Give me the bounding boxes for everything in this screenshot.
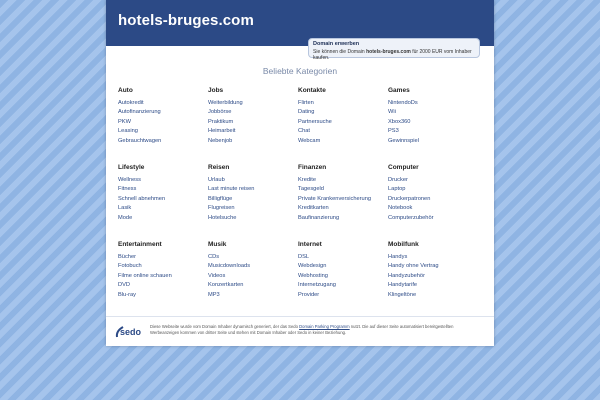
category-link[interactable]: Flugreisen: [208, 205, 235, 212]
category-link[interactable]: Kreditkarten: [298, 205, 329, 212]
category-link[interactable]: Private Krankenversicherung: [298, 195, 372, 202]
category-link[interactable]: Praktikum: [208, 118, 234, 125]
category-kontakte: [298, 87, 388, 164]
category-link[interactable]: Provider: [298, 291, 320, 298]
category-finanzen: [298, 164, 388, 241]
sedo-logo[interactable]: [114, 323, 146, 340]
category-internet: [298, 241, 388, 318]
category-link[interactable]: Flirten: [298, 100, 314, 106]
category-link[interactable]: Notebook: [388, 205, 413, 212]
category-link[interactable]: Jobbörse: [208, 109, 232, 116]
category-link[interactable]: Handyzubehör: [388, 272, 425, 279]
domain-purchase-text-after: für 2000 EUR vom Inhaber kaufen.: [313, 49, 472, 61]
category-link[interactable]: Heimarbeit: [208, 128, 236, 135]
category-link-list: [388, 176, 478, 223]
category-link[interactable]: Partnersuche: [298, 118, 332, 125]
category-link-list: [118, 253, 208, 300]
footer-disclaimer: [150, 324, 480, 336]
category-entertainment: [118, 241, 208, 318]
category-link[interactable]: NintendoDs: [388, 100, 418, 106]
category-link[interactable]: Drucker: [388, 177, 408, 183]
category-link[interactable]: Xbox360: [388, 118, 411, 125]
category-link[interactable]: Leasing: [118, 128, 138, 135]
footer: [106, 316, 494, 347]
category-link[interactable]: Chat: [298, 128, 311, 135]
category-link[interactable]: Autofinanzierung: [118, 109, 161, 116]
category-link[interactable]: Fitness: [118, 186, 137, 193]
category-link[interactable]: Autokredit: [118, 100, 144, 106]
category-link[interactable]: MP3: [208, 291, 220, 298]
footer-parking-link[interactable]: Domain Parking Programm: [299, 324, 350, 329]
category-link[interactable]: Musicdownloads: [208, 263, 251, 270]
category-title: Kontakte: [298, 87, 326, 94]
category-link[interactable]: Druckerpatronen: [388, 195, 431, 202]
category-link[interactable]: PKW: [118, 118, 131, 125]
category-link[interactable]: DSL: [298, 254, 310, 260]
category-link[interactable]: Fotobuch: [118, 263, 142, 270]
category-link-list: [208, 253, 298, 300]
category-title: Auto: [118, 87, 133, 94]
category-link[interactable]: Bücher: [118, 254, 137, 260]
domain-purchase-box[interactable]: [308, 38, 480, 61]
category-link[interactable]: Lasik: [118, 205, 132, 212]
category-link-list: [298, 253, 388, 300]
header-bar: [106, 0, 494, 61]
category-link-list: [298, 99, 388, 146]
category-title: Finanzen: [298, 164, 327, 171]
domain-purchase-text: [313, 49, 472, 61]
category-games: [388, 87, 478, 164]
domain-purchase-domain: hotels-bruges.com: [366, 49, 411, 55]
footer-text-1: Diese Webseite wurde vom Domain Inhaber dynamisch generiert, der das Sedo: [150, 324, 300, 329]
category-link[interactable]: Wii: [388, 109, 396, 116]
category-grid: [118, 87, 482, 318]
category-link[interactable]: Nebenjob: [208, 137, 233, 144]
category-link-list: [118, 99, 208, 146]
category-mobilfunk: [388, 241, 478, 318]
category-link[interactable]: Mode: [118, 214, 133, 221]
footer-text-2: nutzt. Die auf dieser Seite automatisiert bereitgestellten Werbeanzeigen kommen von dritter Seite und stehen mit Domain Inhaber oder Sedo in keiner Beziehung.: [150, 324, 454, 335]
category-link-list: [118, 176, 208, 223]
category-link[interactable]: Gewinnspiel: [388, 137, 419, 144]
category-title: Musik: [208, 241, 227, 248]
category-link[interactable]: Handytarife: [388, 282, 418, 289]
category-link[interactable]: Kredite: [298, 177, 317, 183]
category-link[interactable]: Gebrauchtwagen: [118, 137, 162, 144]
page-container: [106, 0, 494, 346]
category-link-list: [208, 176, 298, 223]
category-computer: [388, 164, 478, 241]
category-link[interactable]: Webhosting: [298, 272, 328, 279]
category-link[interactable]: Webdesign: [298, 263, 327, 270]
category-link[interactable]: Billigflüge: [208, 195, 233, 202]
category-link-list: [298, 176, 388, 223]
category-link[interactable]: Wellness: [118, 177, 141, 183]
category-link-list: [208, 99, 298, 146]
category-link[interactable]: DVD: [118, 282, 131, 289]
category-title: Jobs: [208, 87, 224, 94]
category-link[interactable]: Handys: [388, 254, 408, 260]
category-link[interactable]: Klingeltöne: [388, 291, 417, 298]
category-link[interactable]: Konzertkarten: [208, 282, 244, 289]
category-link[interactable]: Dating: [298, 109, 315, 116]
category-link[interactable]: Filme online schauen: [118, 272, 172, 279]
category-link[interactable]: Baufinanzierung: [298, 214, 340, 221]
category-link[interactable]: Last minute reisen: [208, 186, 255, 193]
category-link[interactable]: Urlaub: [208, 177, 225, 183]
category-jobs: [208, 87, 298, 164]
category-title: Lifestyle: [118, 164, 145, 171]
category-link[interactable]: CDs: [208, 254, 220, 260]
category-link[interactable]: Videos: [208, 272, 226, 279]
sedo-logo-text: sedo: [120, 327, 142, 337]
category-auto: [118, 87, 208, 164]
section-title: Beliebte Kategorien: [262, 66, 338, 76]
category-link[interactable]: Webcam: [298, 137, 321, 144]
category-reisen: [208, 164, 298, 241]
category-lifestyle: [118, 164, 208, 241]
category-link[interactable]: Tagesgeld: [298, 186, 324, 193]
domain-purchase-title[interactable]: Domain erwerben: [313, 41, 360, 47]
category-title: Computer: [388, 164, 419, 171]
category-musik: [208, 241, 298, 318]
category-title: Mobilfunk: [388, 241, 419, 248]
category-link[interactable]: Blu-ray: [118, 291, 137, 298]
category-link[interactable]: Weiterbildung: [208, 100, 243, 106]
category-title: Internet: [298, 241, 322, 248]
category-title: Games: [388, 87, 410, 94]
category-link[interactable]: Handy ohne Vertrag: [388, 263, 439, 270]
category-link[interactable]: PS3: [388, 128, 399, 135]
category-link-list: [388, 253, 478, 300]
domain-purchase-text-before: Sie können die Domain: [313, 49, 367, 55]
category-link-list: [388, 99, 478, 146]
category-link[interactable]: Internetzugang: [298, 282, 336, 289]
category-link[interactable]: Laptop: [388, 186, 406, 193]
category-link[interactable]: Hotelsuche: [208, 214, 237, 221]
category-link[interactable]: Computerzubehör: [388, 214, 434, 221]
category-link[interactable]: Schnell abnehmen: [118, 195, 166, 202]
category-title: Entertainment: [118, 241, 162, 248]
site-title[interactable]: hotels-bruges.com: [118, 12, 254, 29]
category-title: Reisen: [208, 164, 230, 171]
